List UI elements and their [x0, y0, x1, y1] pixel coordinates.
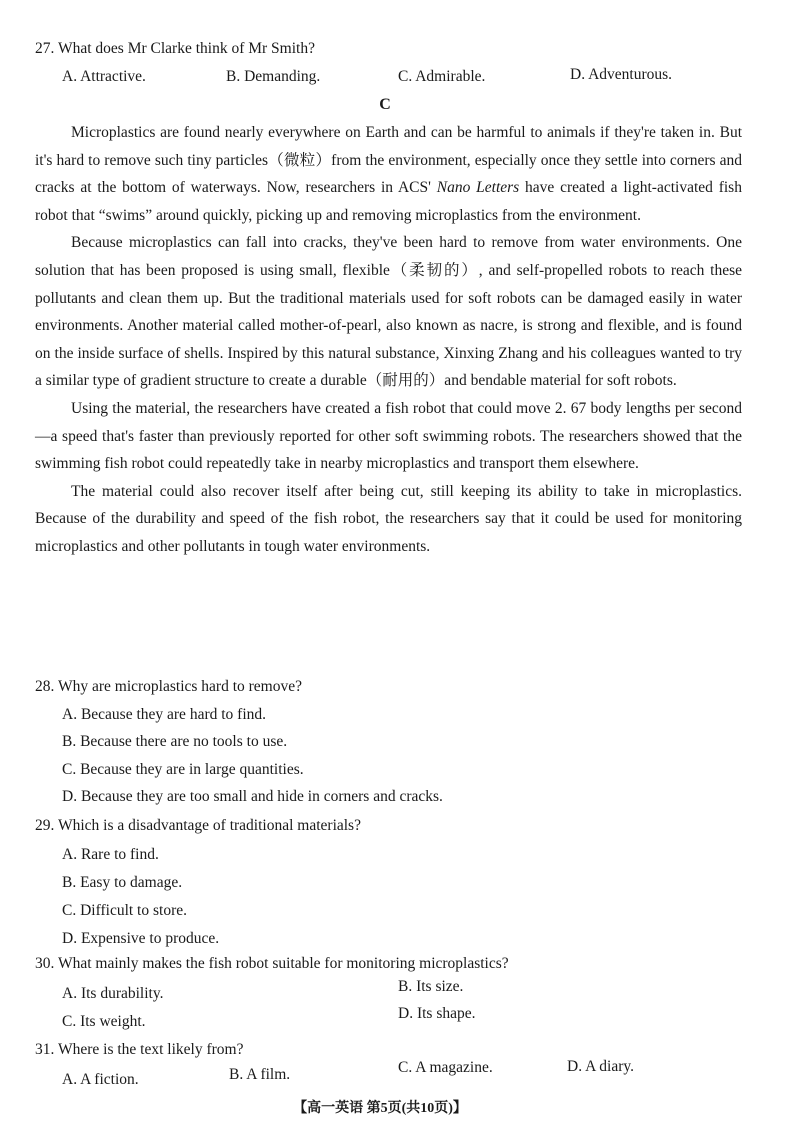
question-27-option-b: B. Demanding.: [226, 68, 321, 85]
question-27-option-c: C. Admirable.: [398, 68, 486, 85]
question-30-option-c: C. Its weight.: [62, 1013, 146, 1030]
journal-name: Nano Letters: [436, 179, 520, 197]
paragraph-1-text-a: Microplastics are found nearly everywhere on Earth and can be harmful to animals if they're taken in. But it's hard to remove such tiny particles（微粒）from the environment, especially once they settle into corners and cracks at the bottom of waterways. Now, researchers in ACS': [35, 124, 742, 197]
paragraph-3: Using the material, the researchers have created a fish robot that could move 2. 67 body lengths per second—a speed that's faster than previously reported for other soft swimming robots. The researchers showed that the swimming fish robot could repeatedly take in nearby microplastics and transport them elsewhere.: [35, 399, 742, 473]
question-31-option-a: A. A fiction.: [62, 1071, 139, 1088]
paragraph-1-text-b: have created a light-activated fish robot that “swims” around quickly, picking up and removing microplastics from the environment.: [35, 179, 742, 224]
question-29-stem: 29. Which is a disadvantage of traditional materials?: [35, 817, 361, 834]
question-27-option-d: D. Adventurous.: [570, 66, 673, 83]
section-heading: C: [379, 96, 391, 113]
question-27-stem: 27. What does Mr Clarke think of Mr Smith?: [35, 40, 315, 57]
question-28-option-b: B. Because there are no tools to use.: [62, 733, 288, 750]
page-footer: 【高一英语 第5页(共10页)】: [293, 1101, 467, 1116]
paragraph-2: Because microplastics can fall into cracks, they've been hard to remove from water environments. One solution that has been proposed is using small, flexible（柔韧的）, and self-propelled robots to reach these pollutants and clean them up. But the traditional materials used for soft robots can be damaged easily in water environments. Another material called mother-of-pearl, also known as nacre, is strong and flexible, and is found on the inside surface of shells. Inspired by this natural substance, Xinxing Zhang and his colleagues wanted to try a similar type of gradient structure to create a durable（耐用的）and bendable material for soft robots.: [35, 234, 742, 390]
question-30-option-d: D. Its shape.: [398, 1005, 476, 1022]
question-31-stem: 31. Where is the text likely from?: [35, 1041, 244, 1058]
question-31-option-c: C. A magazine.: [398, 1059, 493, 1076]
question-31-option-b: B. A film.: [229, 1066, 291, 1083]
question-29-option-b: B. Easy to damage.: [62, 874, 183, 891]
passage: [35, 119, 742, 561]
question-28-option-c: C. Because they are in large quantities.: [62, 761, 304, 778]
question-28-stem: 28. Why are microplastics hard to remove?: [35, 678, 302, 695]
question-30-option-b: B. Its size.: [398, 978, 464, 995]
question-29-option-c: C. Difficult to store.: [62, 902, 187, 919]
question-30-stem: 30. What mainly makes the fish robot suitable for monitoring microplastics?: [35, 955, 509, 972]
question-27-option-a: A. Attractive.: [62, 68, 146, 85]
question-28-option-d: D. Because they are too small and hide in corners and cracks.: [62, 788, 443, 805]
question-29-option-d: D. Expensive to produce.: [62, 930, 220, 947]
question-31-option-d: D. A diary.: [567, 1058, 635, 1075]
paragraph-4: The material could also recover itself after being cut, still keeping its ability to take in microplastics. Because of the durability and speed of the fish robot, the researchers say that it could be used for monitoring microplastics and other pollutants in tough water environments.: [35, 482, 742, 555]
question-30-option-a: A. Its durability.: [62, 985, 164, 1002]
paragraph-1: [35, 119, 742, 229]
question-29-option-a: A. Rare to find.: [62, 846, 159, 863]
question-28-option-a: A. Because they are hard to find.: [62, 706, 267, 723]
